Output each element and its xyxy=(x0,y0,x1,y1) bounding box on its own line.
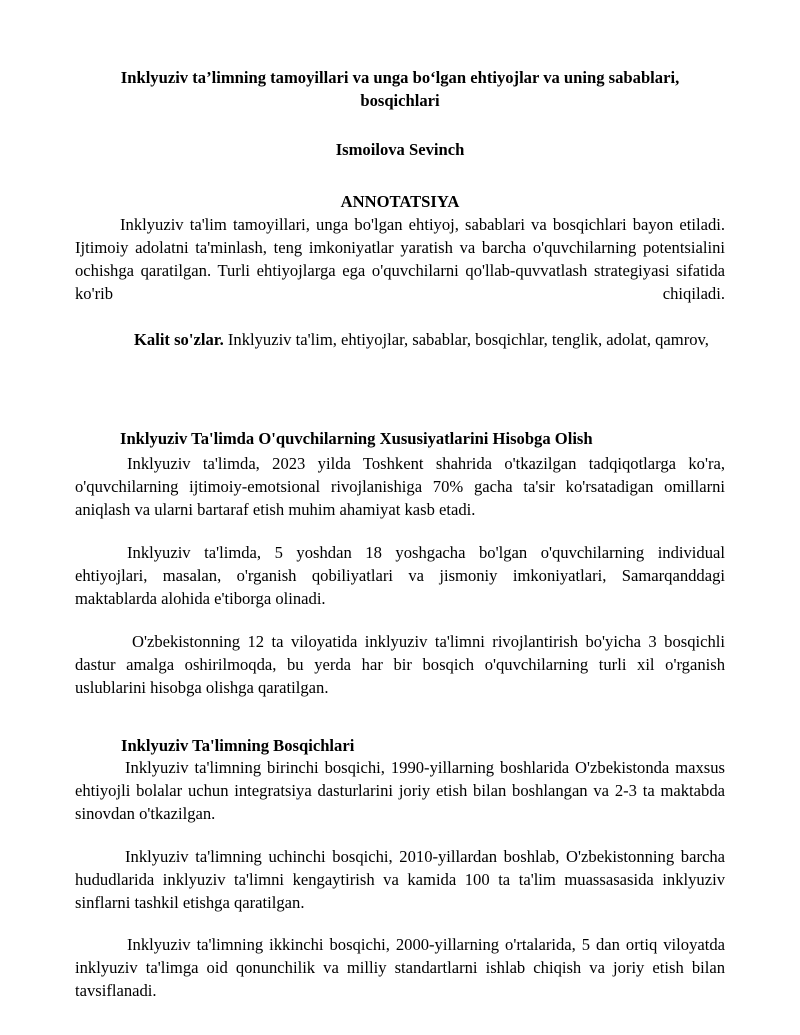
section-2-paragraph-1: Inklyuziv ta'limning birinchi bosqichi, 1990-yillarning boshlarida O'zbekistonda maxsus ehtiyojli bolalar uchun integratsiya dasturlarini joriy etish bilan boshlangan va 2-3 ta maktabda sinovdan o'tkazilgan. xyxy=(75,758,725,823)
keywords-label: Kalit so'zlar. xyxy=(134,330,224,349)
section-2-paragraph-2: Inklyuziv ta'limning uchinchi bosqichi, 2010-yillardan boshlab, O'zbekistonning barcha hududlarida inklyuziv ta'limni kengaytirish va kamida 100 ta ta'lim muassasasida inklyuziv sinflarni tashkil etishga qaratilgan. xyxy=(75,847,725,912)
document-title xyxy=(75,66,725,112)
section-1-paragraph-1: Inklyuziv ta'limda, 2023 yilda Toshkent shahrida o'tkazilgan tadqiqotlarga ko'ra, o'quvchilarning ijtimoiy-emotsional rivojlanishiga 70% gacha ta'sir ko'rsatadigan omillarni aniqlash va ularni bartaraf etish muhim ahamiyat kasb etadi. xyxy=(75,454,725,519)
section-1-paragraph-3: O'zbekistonning 12 ta viloyatida inklyuziv ta'limni rivojlantirish bo'yicha 3 bosqichli dastur amalga oshirilmoqda, bu yerda har bir bosqich o'quvchilarning turli xil o'rganish uslublarini hisobga olishga qaratilgan. xyxy=(75,632,725,697)
section-1-paragraph-2: Inklyuziv ta'limda, 5 yoshdan 18 yoshgacha bo'lgan o'quvchilarning individual ehtiyojlari, masalan, o'rganish qobiliyatlari va jismoniy imkoniyatlari, Samarqanddagi maktablarda alohida e'tiborga olinadi. xyxy=(75,543,725,608)
annotation-heading: ANNOTATSIYA xyxy=(340,192,460,211)
section-2-heading: Inklyuziv Ta'limning Bosqichlari xyxy=(121,736,355,755)
title-line-2: bosqichlari xyxy=(360,91,440,110)
title-line-1: Inklyuziv ta’limning tamoyillari va unga bo‘lgan ehtiyojlar va uning sabablari, xyxy=(120,68,680,87)
keywords-text: Inklyuziv ta'lim, ehtiyojlar, sabablar, bosqichlar, tenglik, adolat, qamrov, xyxy=(223,330,709,349)
keywords-paragraph xyxy=(75,328,725,351)
section-2-paragraph-3: Inklyuziv ta'limning ikkinchi bosqichi, 2000-yillarning o'rtalarida, 5 dan ortiq viloyatda inklyuziv ta'limga oid qonunchilik va milliy standartlarni ishlab chiqish va joriy etish bilan tavsiflanadi. xyxy=(75,935,725,1000)
author-name: Ismoilova Sevinch xyxy=(335,140,465,159)
annotation-paragraph: Inklyuziv ta'lim tamoyillari, unga bo'lgan ehtiyoj, sabablari va bosqichlari bayon etiladi. Ijtimoiy adolatni ta'minlash, teng imkoniyatlar yaratish va barcha o'quvchilarning potentsialini ochishga qaratilgan. Turli ehtiyojlarga ega o'quvchilarni qo'llab-quvvatlash strategiyasi sifatida ko'rib chiqiladi. xyxy=(75,215,725,303)
section-1-heading: Inklyuziv Ta'limda O'quvchilarning Xususiyatlarini Hisobga Olish xyxy=(120,429,593,448)
